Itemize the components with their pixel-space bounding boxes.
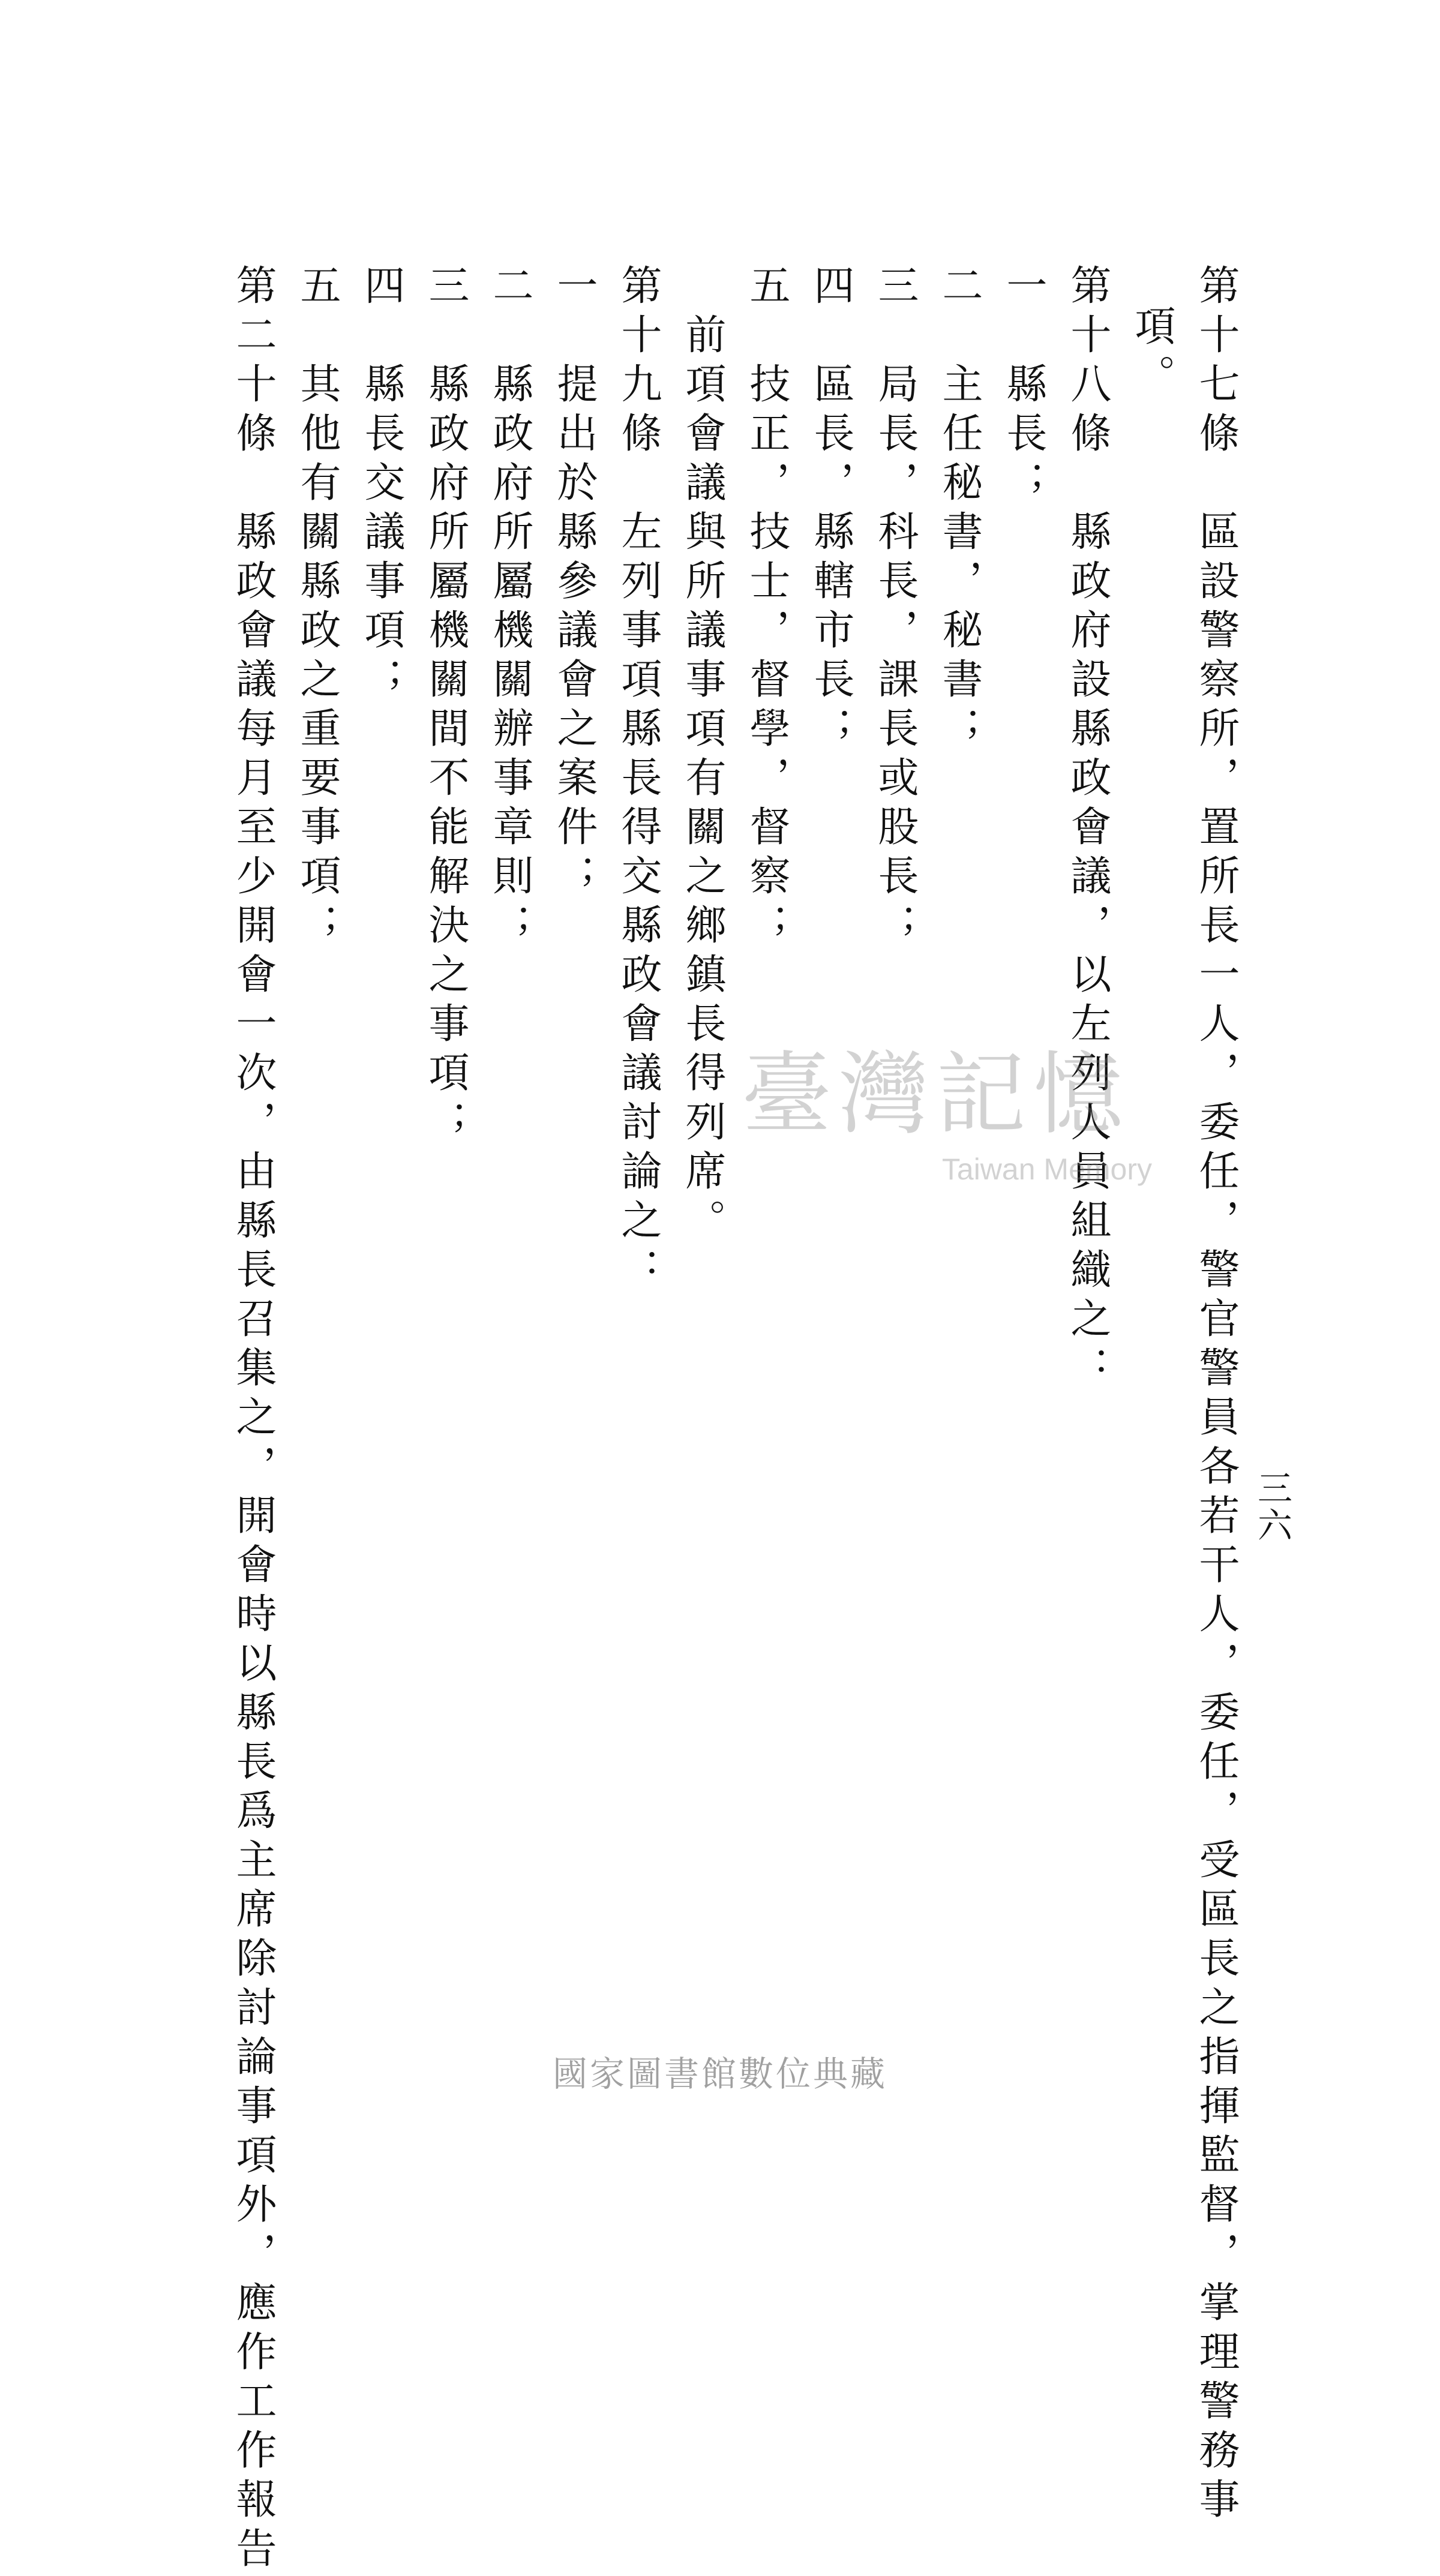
text-line: 三 縣政府所屬機關間不能解決之事項；: [422, 264, 469, 1149]
text-line: 項。: [1128, 305, 1175, 403]
text-line: 前項會議與所議事項有關之鄉鎮長得列席。: [679, 313, 726, 1248]
text-line: 一 提出於縣參議會之案件；: [550, 264, 598, 903]
text-line: 五 技正，技士，督學，督察；: [743, 264, 790, 953]
text-line: 四 縣長交議事項；: [358, 264, 405, 707]
text-line: 二 主任秘書，秘書；: [935, 264, 983, 756]
footer-collection-label: 國家圖書館數位典藏: [552, 2053, 887, 2094]
text-line: 四 區長，縣轄市長；: [807, 264, 854, 756]
text-line: 二 縣政府所屬機關辦事章則；: [486, 264, 533, 953]
text-line: 五 其他有關縣政之重要事項；: [293, 264, 341, 953]
text-line: 第十八條 縣政府設縣政會議，以左列人員組織之：: [1064, 264, 1111, 1395]
text-line: 第十九條 左列事項縣長得交縣政會議討論之：: [614, 264, 662, 1297]
watermark-english: Taiwan Memory: [941, 1152, 1152, 1186]
text-line: 三 局長，科長，課長或股長；: [871, 264, 919, 953]
text-line: 第二十條 縣政會議每月至少開會一次，由縣長召集之，開會時以縣長爲主席除討論事項外，應作工作報告: [229, 264, 277, 2576]
watermark-chinese: 臺灣記憶: [741, 1043, 1130, 1147]
text-line: 第十七條 區設警察所，置所長一人，委任，警官警員各若干人，委任，受區長之指揮監督，掌理警務事: [1192, 264, 1240, 2527]
text-line: 一 縣長；: [1000, 264, 1047, 510]
page-number: 三六: [1252, 1470, 1292, 1544]
